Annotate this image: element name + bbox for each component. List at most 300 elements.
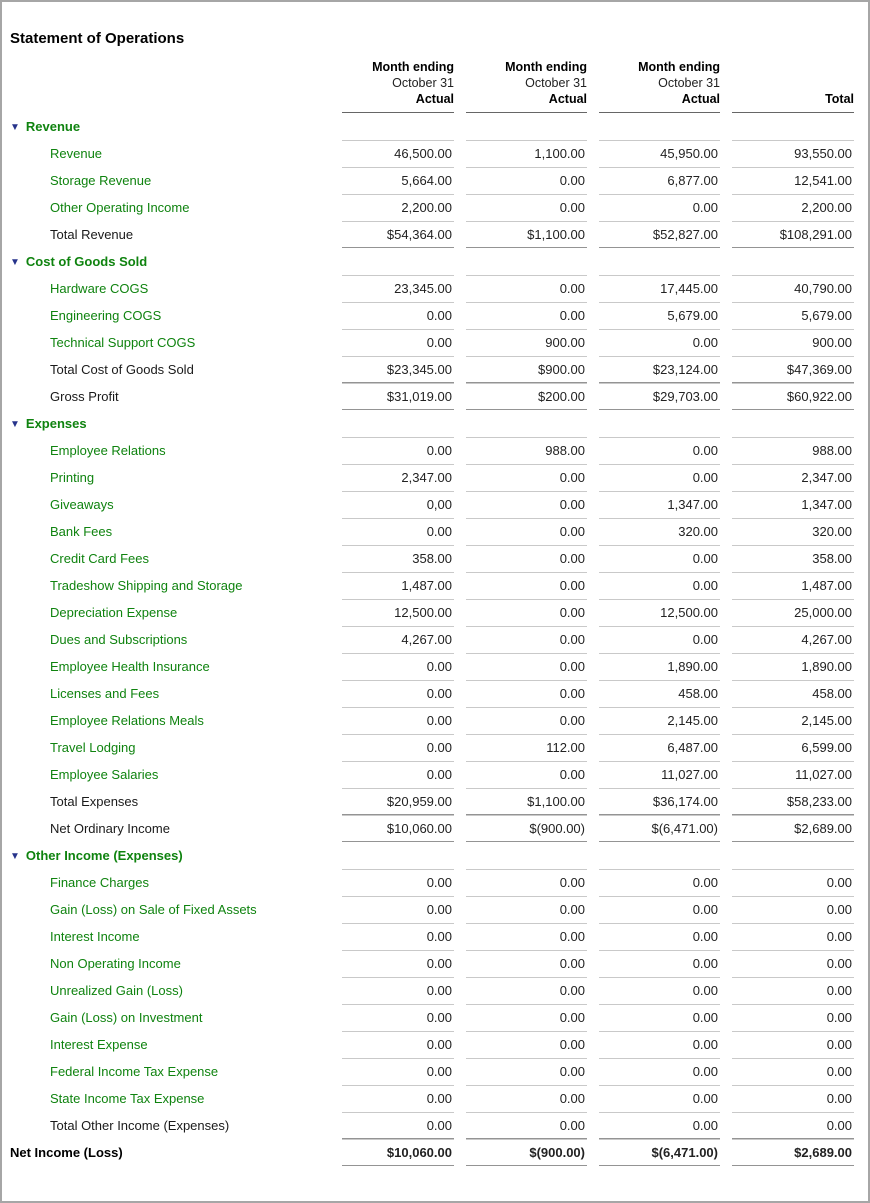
cell-value: $(6,471.00): [599, 1139, 720, 1166]
cell-value: 0.00: [466, 896, 587, 923]
row-label: Net Ordinary Income: [50, 821, 170, 836]
value-cell: [587, 383, 720, 410]
value-cell: [454, 248, 587, 275]
value-cell: [454, 221, 587, 248]
value-cell: [587, 1085, 720, 1112]
value-cell: [330, 680, 454, 707]
row-label-cell: [10, 680, 330, 707]
row-label[interactable]: Tradeshow Shipping and Storage: [50, 578, 243, 593]
row-label-cell: [10, 464, 330, 491]
value-cell: [587, 680, 720, 707]
cell-value: 2,145.00: [732, 707, 854, 734]
value-cell: [454, 1058, 587, 1085]
cell-value: 988.00: [732, 437, 854, 464]
row-label[interactable]: Bank Fees: [50, 524, 113, 539]
value-cell: [454, 599, 587, 626]
cell-value: [732, 113, 854, 140]
value-cell: [587, 977, 720, 1004]
row-label-cell: [10, 194, 330, 221]
cell-value: 0.00: [466, 707, 587, 734]
value-cell: [587, 626, 720, 653]
value-cell: [330, 491, 454, 518]
cell-value: $60,922.00: [732, 383, 854, 410]
value-cell: [587, 707, 720, 734]
total-row: [10, 356, 854, 383]
value-cell: [454, 410, 587, 437]
column-header-line3: Actual: [548, 92, 587, 106]
cell-value: 0.00: [599, 923, 720, 950]
value-cell: [330, 1058, 454, 1085]
row-label: Cost of Goods Sold: [25, 254, 148, 269]
cell-value: 0.00: [466, 1085, 587, 1112]
value-cell: [720, 896, 854, 923]
cell-value: [342, 410, 454, 437]
cell-value: 6,877.00: [599, 167, 720, 194]
row-label[interactable]: Other Operating Income: [50, 200, 190, 215]
cell-value: 0.00: [599, 1058, 720, 1085]
value-cell: [587, 329, 720, 356]
cell-value: [466, 410, 587, 437]
cell-value: 2,200.00: [342, 194, 454, 221]
value-cell: [330, 437, 454, 464]
cell-value: 0.00: [342, 950, 454, 977]
item-row: [10, 734, 854, 761]
cell-value: 0.00: [466, 680, 587, 707]
row-label[interactable]: Unrealized Gain (Loss): [50, 983, 183, 998]
value-cell: [587, 437, 720, 464]
section-row: [10, 410, 854, 437]
item-row: [10, 896, 854, 923]
value-cell: [720, 599, 854, 626]
value-cell: [720, 869, 854, 896]
cell-value: 11,027.00: [732, 761, 854, 788]
cell-value: 4,267.00: [732, 626, 854, 653]
value-cell: [720, 707, 854, 734]
row-label-cell: [10, 491, 330, 518]
row-label: Total Other Income (Expenses): [50, 1118, 230, 1133]
cell-value: 4,267.00: [342, 626, 454, 653]
cell-value: 0.00: [599, 950, 720, 977]
cell-value: $1,100.00: [466, 221, 587, 248]
report-rows: [10, 113, 854, 1166]
row-label-cell: [10, 653, 330, 680]
cell-value: [342, 113, 454, 140]
cell-value: 6,599.00: [732, 734, 854, 761]
cell-value: 988.00: [466, 437, 587, 464]
cell-value: $52,827.00: [599, 221, 720, 248]
row-label[interactable]: Finance Charges: [50, 875, 149, 890]
row-label[interactable]: Revenue: [50, 146, 103, 161]
value-cell: [454, 356, 587, 383]
value-cell: [720, 1031, 854, 1058]
cell-value: 0.00: [732, 1004, 854, 1031]
cell-value: 0.00: [466, 275, 587, 302]
row-label-cell: [10, 842, 330, 869]
item-row: [10, 1004, 854, 1031]
cell-value: [599, 248, 720, 275]
cell-value: 0.00: [466, 599, 587, 626]
value-cell: [330, 113, 454, 140]
cell-value: $108,291.00: [732, 221, 854, 248]
column-header-line1: Month ending: [372, 60, 454, 74]
row-label-cell: [10, 1112, 330, 1139]
cell-value: 2,347.00: [342, 464, 454, 491]
value-cell: [587, 167, 720, 194]
value-cell: [330, 248, 454, 275]
value-cell: [454, 869, 587, 896]
cell-value: 0.00: [466, 464, 587, 491]
cell-value: 0.00: [599, 1004, 720, 1031]
cell-value: 0.00: [342, 977, 454, 1004]
value-cell: [454, 707, 587, 734]
value-cell: [720, 167, 854, 194]
cell-value: [466, 113, 587, 140]
total-row: [10, 383, 854, 410]
value-cell: [330, 1004, 454, 1031]
collapse-triangle-icon[interactable]: ▼: [10, 257, 20, 268]
cell-value: $20,959.00: [342, 788, 454, 815]
row-label[interactable]: Depreciation Expense: [50, 605, 178, 620]
cell-value: 0.00: [342, 1085, 454, 1112]
row-label-cell: [10, 707, 330, 734]
value-cell: [720, 113, 854, 140]
cell-value: 0.00: [466, 545, 587, 572]
cell-value: 17,445.00: [599, 275, 720, 302]
cell-value: 0.00: [342, 437, 454, 464]
section-row: [10, 248, 854, 275]
total-row: [10, 788, 854, 815]
value-cell: [330, 329, 454, 356]
row-label[interactable]: Gain (Loss) on Investment: [50, 1010, 203, 1025]
cell-value: 900.00: [732, 329, 854, 356]
cell-value: 0.00: [342, 518, 454, 545]
value-cell: [454, 653, 587, 680]
value-cell: [454, 437, 587, 464]
value-cell: [330, 653, 454, 680]
value-cell: [330, 842, 454, 869]
value-cell: [720, 545, 854, 572]
cell-value: [342, 842, 454, 869]
value-cell: [454, 275, 587, 302]
cell-value: 1,890.00: [599, 653, 720, 680]
cell-value: $23,345.00: [342, 356, 454, 383]
cell-value: 0.00: [732, 923, 854, 950]
row-label[interactable]: Employee Relations: [50, 443, 166, 458]
column-header-line2: [732, 75, 854, 91]
value-cell: [330, 734, 454, 761]
row-label-cell: [10, 977, 330, 1004]
row-label-cell: [10, 113, 330, 140]
row-label[interactable]: State Income Tax Expense: [50, 1091, 205, 1106]
cell-value: 0.00: [732, 1031, 854, 1058]
row-label[interactable]: Non Operating Income: [50, 956, 181, 971]
column-header-line2: October 31: [658, 76, 720, 90]
row-label-cell: [10, 356, 330, 383]
row-label: Other Income (Expenses): [25, 848, 183, 863]
cell-value: 0.00: [732, 896, 854, 923]
cell-value: 0.00: [342, 896, 454, 923]
value-cell: [587, 194, 720, 221]
item-row: [10, 626, 854, 653]
cell-value: 2,347.00: [732, 464, 854, 491]
value-cell: [454, 383, 587, 410]
cell-value: $(900.00): [466, 1139, 587, 1166]
cell-value: 0.00: [466, 1004, 587, 1031]
value-cell: [720, 1112, 854, 1139]
cell-value: 0.00: [599, 1031, 720, 1058]
value-cell: [454, 734, 587, 761]
item-row: [10, 680, 854, 707]
cell-value: 0.00: [466, 491, 587, 518]
value-cell: [587, 761, 720, 788]
cell-value: 0.00: [342, 869, 454, 896]
row-label-cell: [10, 248, 330, 275]
row-label-cell: [10, 815, 330, 842]
cell-value: 0.00: [342, 761, 454, 788]
value-cell: [720, 221, 854, 248]
cell-value: 0.00: [466, 869, 587, 896]
row-label[interactable]: Printing: [50, 470, 95, 485]
value-cell: [720, 761, 854, 788]
report-table: [10, 59, 854, 1166]
row-label[interactable]: Hardware COGS: [50, 281, 149, 296]
cell-value: $54,364.00: [342, 221, 454, 248]
collapse-triangle-icon[interactable]: ▼: [10, 851, 20, 862]
cell-value: 112.00: [466, 734, 587, 761]
value-cell: [454, 1085, 587, 1112]
cell-value: 0.00: [599, 194, 720, 221]
cell-value: 0.00: [599, 977, 720, 1004]
value-cell: [330, 410, 454, 437]
value-cell: [587, 140, 720, 167]
label-column-header: [10, 59, 330, 113]
cell-value: 2,145.00: [599, 707, 720, 734]
value-cell: [587, 599, 720, 626]
cell-value: 5,679.00: [599, 302, 720, 329]
row-label-cell: [10, 1085, 330, 1112]
cell-value: $2,689.00: [732, 1139, 854, 1166]
section-row: [10, 113, 854, 140]
value-cell: [330, 383, 454, 410]
value-cell: [587, 491, 720, 518]
value-cell: [330, 599, 454, 626]
collapse-triangle-icon[interactable]: ▼: [10, 419, 20, 430]
value-cell: [587, 302, 720, 329]
cell-value: $(6,471.00): [599, 815, 720, 842]
value-cell: [720, 1058, 854, 1085]
cell-value: 1,347.00: [599, 491, 720, 518]
row-label-cell: [10, 437, 330, 464]
cell-value: [466, 248, 587, 275]
value-cell: [454, 842, 587, 869]
value-cell: [587, 572, 720, 599]
value-cell: [587, 923, 720, 950]
item-row: [10, 167, 854, 194]
cell-value: 0.00: [342, 707, 454, 734]
row-label[interactable]: Engineering COGS: [50, 308, 162, 323]
value-cell: [454, 572, 587, 599]
cell-value: [732, 248, 854, 275]
item-row: [10, 518, 854, 545]
row-label-cell: [10, 1058, 330, 1085]
cell-value: 320.00: [732, 518, 854, 545]
cell-value: 1,487.00: [732, 572, 854, 599]
row-label[interactable]: Gain (Loss) on Sale of Fixed Assets: [50, 902, 257, 917]
cell-value: 1,487.00: [342, 572, 454, 599]
cell-value: 46,500.00: [342, 140, 454, 167]
column-header-period-2: [454, 59, 587, 113]
column-header-line1: [732, 59, 854, 75]
value-cell: [454, 977, 587, 1004]
item-row: [10, 491, 854, 518]
item-row: [10, 302, 854, 329]
row-label-cell: [10, 1031, 330, 1058]
row-label-cell: [10, 923, 330, 950]
cell-value: 458.00: [732, 680, 854, 707]
cell-value: 0.00: [599, 896, 720, 923]
value-cell: [720, 140, 854, 167]
column-header-line3: Actual: [681, 92, 720, 106]
value-cell: [330, 518, 454, 545]
cell-value: [342, 248, 454, 275]
value-cell: [330, 1031, 454, 1058]
value-cell: [454, 329, 587, 356]
value-cell: [454, 1004, 587, 1031]
cell-value: 0.00: [342, 653, 454, 680]
value-cell: [720, 950, 854, 977]
value-cell: [454, 896, 587, 923]
cell-value: 5,679.00: [732, 302, 854, 329]
cell-value: 358.00: [342, 545, 454, 572]
value-cell: [454, 1112, 587, 1139]
value-cell: [587, 896, 720, 923]
value-cell: [454, 113, 587, 140]
cell-value: 0.00: [599, 437, 720, 464]
cell-value: $900.00: [466, 356, 587, 383]
cell-value: 1,347.00: [732, 491, 854, 518]
value-cell: [720, 302, 854, 329]
cell-value: $29,703.00: [599, 383, 720, 410]
value-cell: [330, 545, 454, 572]
value-cell: [330, 275, 454, 302]
value-cell: [720, 491, 854, 518]
value-cell: [587, 518, 720, 545]
page-title: Statement of Operations: [10, 30, 185, 47]
row-label: Gross Profit: [50, 389, 119, 404]
section-row: [10, 842, 854, 869]
cell-value: 0.00: [732, 950, 854, 977]
row-label-cell: [10, 896, 330, 923]
cell-value: 0.00: [466, 572, 587, 599]
cell-value: 0.00: [342, 680, 454, 707]
value-cell: [587, 248, 720, 275]
row-label-cell: [10, 599, 330, 626]
value-cell: [587, 1004, 720, 1031]
row-label: Net Income (Loss): [10, 1145, 123, 1160]
cell-value: 0.00: [599, 329, 720, 356]
value-cell: [330, 572, 454, 599]
cell-value: 0.00: [342, 1031, 454, 1058]
cell-value: $10,060.00: [342, 815, 454, 842]
row-label[interactable]: Interest Income: [50, 929, 140, 944]
column-header-line3: Total: [825, 92, 854, 106]
cell-value: $36,174.00: [599, 788, 720, 815]
column-header-line2: October 31: [392, 76, 454, 90]
item-row: [10, 275, 854, 302]
cell-value: $47,369.00: [732, 356, 854, 383]
value-cell: [330, 707, 454, 734]
row-label[interactable]: Licenses and Fees: [50, 686, 160, 701]
cell-value: 0.00: [599, 869, 720, 896]
cell-value: 0.00: [342, 1058, 454, 1085]
row-label-cell: [10, 788, 330, 815]
cell-value: 40,790.00: [732, 275, 854, 302]
collapse-triangle-icon[interactable]: ▼: [10, 122, 20, 133]
cell-value: 0.00: [732, 977, 854, 1004]
value-cell: [587, 842, 720, 869]
row-label[interactable]: Storage Revenue: [50, 173, 152, 188]
item-row: [10, 1031, 854, 1058]
cell-value: 458.00: [599, 680, 720, 707]
cell-value: 0.00: [342, 302, 454, 329]
total-row: [10, 815, 854, 842]
row-label[interactable]: Credit Card Fees: [50, 551, 149, 566]
cell-value: 0.00: [599, 464, 720, 491]
value-cell: [330, 1139, 454, 1166]
value-cell: [720, 572, 854, 599]
row-label[interactable]: Interest Expense: [50, 1037, 148, 1052]
cell-value: 0.00: [599, 1112, 720, 1139]
cell-value: 0.00: [466, 653, 587, 680]
value-cell: [454, 464, 587, 491]
value-cell: [587, 1112, 720, 1139]
item-row: [10, 869, 854, 896]
row-label[interactable]: Dues and Subscriptions: [50, 632, 188, 647]
row-label[interactable]: Employee Health Insurance: [50, 659, 210, 674]
row-label[interactable]: Technical Support COGS: [50, 335, 196, 350]
row-label: Total Expenses: [50, 794, 139, 809]
value-cell: [454, 761, 587, 788]
row-label[interactable]: Employee Relations Meals: [50, 713, 204, 728]
value-cell: [454, 950, 587, 977]
item-row: [10, 950, 854, 977]
value-cell: [720, 194, 854, 221]
row-label-cell: [10, 626, 330, 653]
row-label: Total Revenue: [50, 227, 134, 242]
row-label[interactable]: Travel Lodging: [50, 740, 136, 755]
value-cell: [587, 221, 720, 248]
row-label[interactable]: Federal Income Tax Expense: [50, 1064, 219, 1079]
item-row: [10, 437, 854, 464]
row-label: Expenses: [25, 416, 87, 431]
total-row: [10, 1112, 854, 1139]
cell-value: 1,890.00: [732, 653, 854, 680]
item-row: [10, 923, 854, 950]
total-row: [10, 221, 854, 248]
item-row: [10, 653, 854, 680]
value-cell: [587, 275, 720, 302]
row-label[interactable]: Employee Salaries: [50, 767, 159, 782]
value-cell: [454, 626, 587, 653]
item-row: [10, 599, 854, 626]
value-cell: [454, 788, 587, 815]
cell-value: 900.00: [466, 329, 587, 356]
cell-value: $31,019.00: [342, 383, 454, 410]
cell-value: 2,200.00: [732, 194, 854, 221]
cell-value: 0,00: [342, 491, 454, 518]
value-cell: [454, 680, 587, 707]
row-label[interactable]: Giveaways: [50, 497, 114, 512]
